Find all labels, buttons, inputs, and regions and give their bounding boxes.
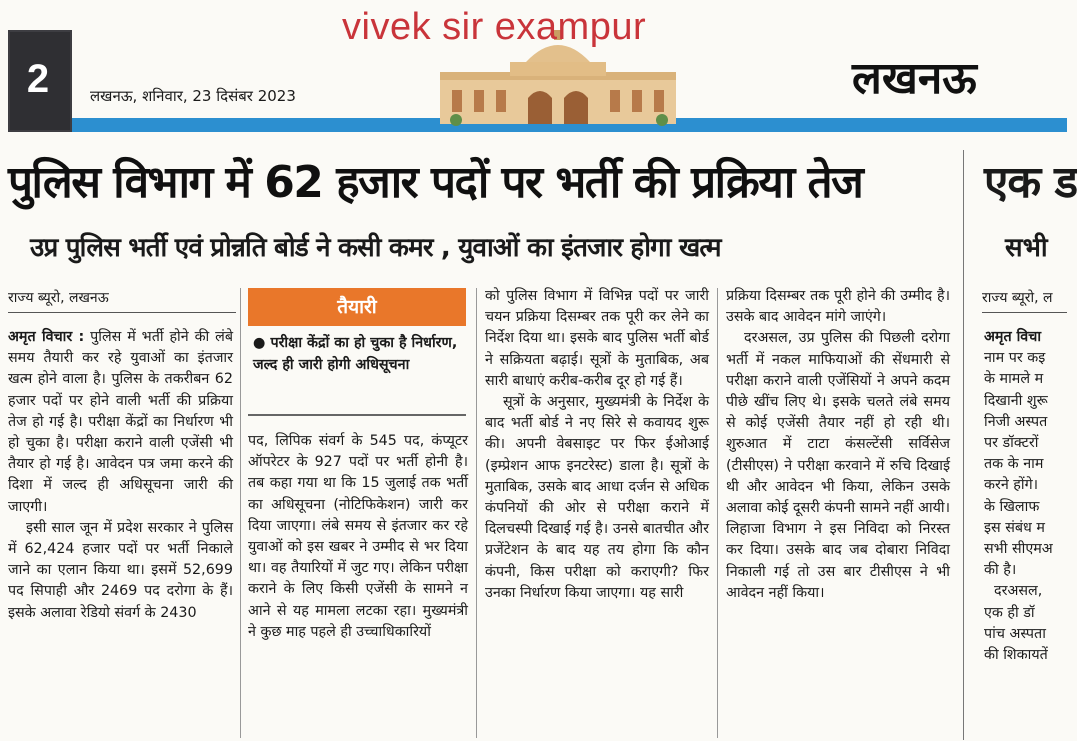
- sidebar-box-label: तैयारी: [337, 296, 377, 318]
- article-divider: [963, 150, 964, 740]
- paragraph: इसी साल जून में प्रदेश सरकार ने पुलिस में 62,424 हजार पदों पर भर्ती निकाले जाने का एलान किया था। इसमें 52,699 पद सिपाही और 2469 पद दरोगा के हैं। इसके अलावा रेडियो संवर्ग के 2430: [8, 519, 233, 621]
- side-byline-rule: [982, 312, 1067, 313]
- column-2: [248, 431, 468, 643]
- sidebar-box-text: ● परीक्षा केंद्रों का हो चुका है निर्धारण, जल्द ही जारी होगी अधिसूचना: [253, 335, 458, 373]
- byline: राज्य ब्यूरो, लखनऊ: [8, 290, 109, 306]
- paragraph: प्रक्रिया दिसम्बर तक पूरी होने की उम्मीद है। उसके बाद आवेदन मांगे जाएंगे।: [726, 288, 950, 326]
- column-3: [485, 286, 709, 604]
- subheadline: उप्र पुलिस भर्ती एवं प्रोन्नति बोर्ड ने कसी कमर , युवाओं का इंतजार होगा खत्म: [30, 233, 721, 263]
- side-line: नाम पर कइ: [984, 350, 1046, 367]
- side-line: के मामले म: [984, 371, 1044, 388]
- headline: पुलिस विभाग में 62 हजार पदों पर भर्ती की प्रक्रिया तेज: [8, 157, 863, 208]
- column-rule: [240, 288, 241, 738]
- side-byline: राज्य ब्यूरो, ल: [982, 290, 1053, 306]
- side-line: पांच अस्पता: [984, 625, 1046, 642]
- side-line: की शिकायतें: [984, 647, 1048, 664]
- paragraph: सूत्रों के अनुसार, मुख्यमंत्री के निर्देश के बाद भर्ती बोर्ड ने नए सिरे से कवायद शुरू की। अपनी वेबसाइट पर फिर ईओआई (इम्प्रेशन आफ इनटरेस्ट) डाला है। सूत्रों के मुताबिक, उसके बाद आधा दर्जन से अधिक कंपनियों की ओर से परीक्षा कराने में दिलचस्पी दिखाई गई है। उनसे बातचीत और प्रजेंटेशन के बाद यह तय होगा कि कौन कंपनी, किस परीक्षा को कराएगी? फिर उनका निर्धारण किया जाएगा। यह सारी: [485, 394, 709, 601]
- city-name: लखनऊ: [852, 53, 977, 104]
- side-line: एक ही डॉ: [984, 604, 1035, 621]
- column-1: [8, 327, 233, 624]
- side-article-text: [984, 327, 1067, 666]
- sidebar-bullet: परीक्षा केंद्रों का हो चुका है निर्धारण, जल्द ही जारी होगी अधिसूचना: [253, 335, 458, 373]
- watermark-text: vivek sir exampur: [342, 6, 647, 48]
- paragraph: को पुलिस विभाग में विभिन्न पदों पर जारी चयन प्रक्रिया दिसम्बर तक पूरी कर लेने का निर्देश दिया था। इसके बाद पुलिस भर्ती बोर्ड ने सक्रियता बढ़ाई। सूत्रों के मुताबिक, अब सारी बाधाएं करीब-करीब दूर हो गई हैं।: [485, 288, 709, 389]
- side-line: इस संबंध म: [984, 519, 1045, 536]
- paragraph: पद, लिपिक संवर्ग के 545 पद, कंप्यूटर ऑपरेटर के 927 पदों पर भर्ती होनी है। तब कहा गया था कि 15 जुलाई तक भर्ती का अधिसूचना (नोटिफिकेशन) जारी कर दिया जाएगा। लंबे समय से इंतजार कर रहे युवाओं को इस खबर ने उम्मीद से भर दिया था। वह तैयारियों में जुट गए। लेकिन परीक्षा कराने के लिए किसी एजेंसी के सामने न आने से यह मामला लटका रहा। मुख्यमंत्री ने कुछ माह पहले ही उच्चाधिकारियों: [248, 433, 468, 640]
- side-line: करने होंगे।: [984, 477, 1039, 494]
- side-headline: एक ड: [984, 157, 1077, 208]
- column-rule: [476, 288, 477, 738]
- column-rule: [717, 288, 718, 738]
- side-line: के खिलाफ: [984, 498, 1040, 515]
- side-line: अमृत विचा: [984, 329, 1042, 345]
- side-line: सभी सीएमअ: [984, 541, 1053, 558]
- paragraph: [8, 327, 233, 518]
- side-line: पर डॉक्टरों: [984, 435, 1039, 452]
- side-line: दरअसल,: [994, 583, 1043, 600]
- page-number: 2: [26, 57, 50, 101]
- side-line: दिखानी शुरू: [984, 392, 1048, 409]
- side-line: निजी अस्पत: [984, 413, 1048, 430]
- lead-label: अमृत विचार :: [8, 329, 85, 345]
- side-subheadline: सभी: [1005, 233, 1048, 263]
- dateline: लखनऊ, शनिवार, 23 दिसंबर 2023: [90, 87, 296, 105]
- paragraph: दरअसल, उप्र पुलिस की पिछली दरोगा भर्ती में नकल माफियाओं की सेंधमारी से परीक्षा कराने वाली एजेंसियों ने अपने कदम पीछे खींच लिए थे। इसके चलते लंबे समय से कोई एजेंसी तैयार नहीं हो रही थी। शुरुआत में टाटा कंसल्टेंसी सर्विसेज (टीसीएस) ने परीक्षा करवाने में रुचि दिखाई थी और आवेदन भी किया, लेकिन उसके अलावा कोई दूसरी कंपनी सामने नहीं आयी। लिहाजा विभाग ने इस निविदा को निरस्त कर दिया। उसके बाद जब दोबारा निविदा निकाली गई तो उस बार टीसीएस ने भी आवेदन नहीं किया।: [726, 330, 950, 601]
- byline-rule: [8, 312, 236, 313]
- column-4: [726, 286, 950, 604]
- side-line: की है।: [984, 562, 1017, 579]
- sidebar-box-rule: [248, 414, 466, 416]
- paragraph-text: पुलिस में भर्ती होने की लंबे समय तैयारी कर रहे युवाओं का इंतजार खत्म होने वाला है। पुलिस के तकरीबन 62 हजार पदों पर होने वाली भर्ती की प्रक्रिया तेज हो गई है। परीक्षा केंद्रों का निर्धारण भी हो चुका है। परीक्षा कराने वाली एजेंसी भी तैयार हो गई है। आवेदन पत्र जमा करने की दिशा में जल्द ही अधिसूचना जारी की जाएगी।: [8, 329, 233, 515]
- side-line: तक के नाम: [984, 456, 1044, 473]
